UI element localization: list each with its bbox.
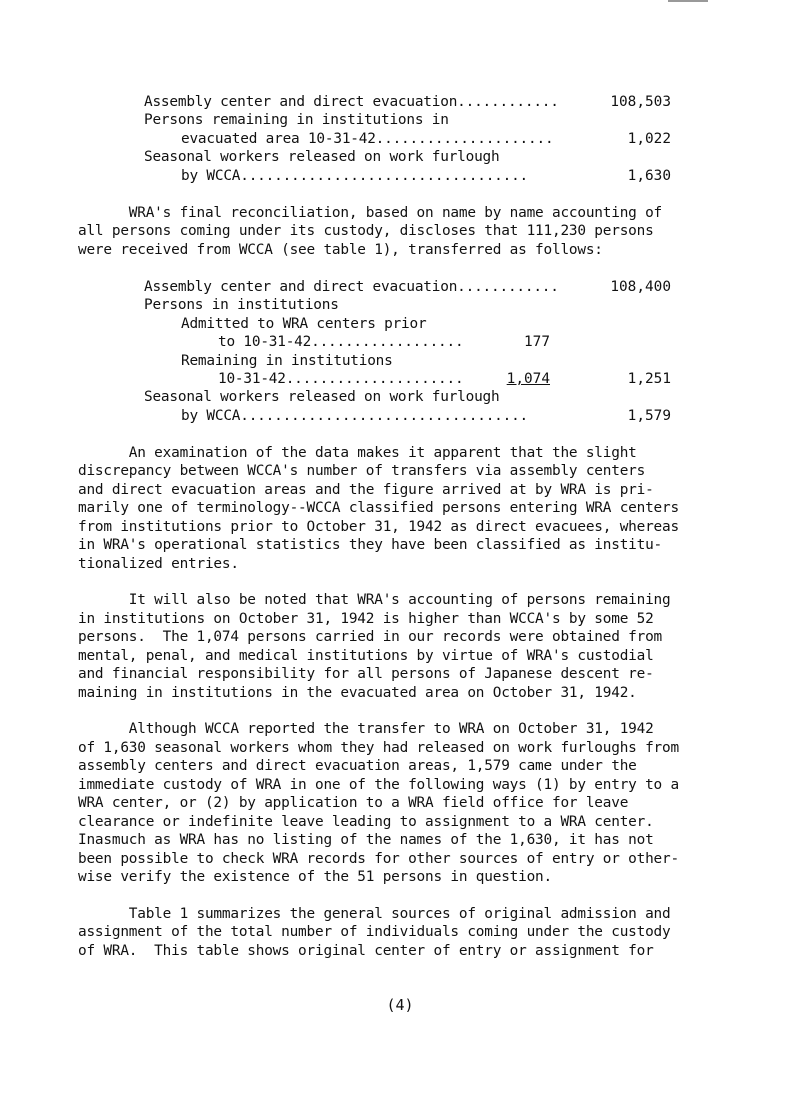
text-line: and financial responsibility for all persons of Japanese descent re- xyxy=(78,666,654,682)
text-line: assignment of the total number of individuals coming under the custody xyxy=(78,924,671,940)
table-b-row-value: 1,579 xyxy=(627,408,671,424)
table-b-row-label: Remaining in institutions xyxy=(181,353,393,369)
text-line: WRA center, or (2) by application to a WRA field office for leave xyxy=(78,795,629,811)
text-line: clearance or indefinite leave leading to assignment to a WRA center. xyxy=(78,814,654,830)
text-line: tionalized entries. xyxy=(78,556,239,572)
text-line: from institutions prior to October 31, 1942 as direct evacuees, whereas xyxy=(78,519,679,535)
text-line: Table 1 summarizes the general sources of original admission and xyxy=(78,906,671,922)
text-line: wise verify the existence of the 51 persons in question. xyxy=(78,869,552,885)
table-a-row-label: Seasonal workers released on work furlough xyxy=(144,149,500,165)
text-line: persons. The 1,074 persons carried in our records were obtained from xyxy=(78,629,663,645)
text-line: in WRA's operational statistics they have been classified as institu- xyxy=(78,537,663,553)
table-b-row-value: 108,400 xyxy=(610,279,671,295)
text-line: Although WCCA reported the transfer to WRA on October 31, 1942 xyxy=(78,721,654,737)
table-a-row-label: Assembly center and direct evacuation............ xyxy=(144,94,559,110)
table-a-row-value: 1,022 xyxy=(627,131,671,147)
text-line: in institutions on October 31, 1942 is higher than WCCA's by some 52 xyxy=(78,611,654,627)
table-b-row-label: Seasonal workers released on work furlough xyxy=(144,389,500,405)
table-a-row-label: Persons remaining in institutions in xyxy=(144,112,449,128)
text-line: of WRA. This table shows original center of entry or assignment for xyxy=(78,943,654,959)
text-line: been possible to check WRA records for other sources of entry or other- xyxy=(78,851,679,867)
table-b-row-label: Persons in institutions xyxy=(144,297,339,313)
text-line: and direct evacuation areas and the figure arrived at by WRA is pri- xyxy=(78,482,654,498)
table-a-row-value: 1,630 xyxy=(627,168,671,184)
table-b-subvalue: 1,074 xyxy=(506,371,550,387)
text-line: maining in institutions in the evacuated area on October 31, 1942. xyxy=(78,685,637,701)
table-b-row-label: by WCCA.................................. xyxy=(181,408,529,424)
table-b-row-label: to 10-31-42.................. xyxy=(218,334,464,350)
text-line: were received from WCCA (see table 1), transferred as follows: xyxy=(78,242,603,258)
table-b-subvalue: 177 xyxy=(524,334,550,350)
table-b-row-label: Assembly center and direct evacuation............ xyxy=(144,279,559,295)
text-line: marily one of terminology--WCCA classified persons entering WRA centers xyxy=(78,500,679,516)
table-a-row-label: by WCCA.................................. xyxy=(181,168,529,184)
table-a-row-label: evacuated area 10-31-42..................... xyxy=(181,131,554,147)
text-line: mental, penal, and medical institutions by virtue of WRA's custodial xyxy=(78,648,654,664)
top-edge-mark xyxy=(668,0,708,2)
text-line: It will also be noted that WRA's accounting of persons remaining xyxy=(78,592,671,608)
text-line: of 1,630 seasonal workers whom they had released on work furloughs from xyxy=(78,740,679,756)
text-line: immediate custody of WRA in one of the following ways (1) by entry to a xyxy=(78,777,679,793)
text-line: discrepancy between WCCA's number of transfers via assembly centers xyxy=(78,463,646,479)
text-line: WRA's final reconciliation, based on name by name accounting of xyxy=(78,205,663,221)
text-line: assembly centers and direct evacuation areas, 1,579 came under the xyxy=(78,758,637,774)
table-b-row-value: 1,251 xyxy=(627,371,671,387)
table-a-row-value: 108,503 xyxy=(610,94,671,110)
text-line: Inasmuch as WRA has no listing of the names of the 1,630, it has not xyxy=(78,832,654,848)
table-b-row-label: 10-31-42..................... xyxy=(218,371,464,387)
text-line: all persons coming under its custody, discloses that 111,230 persons xyxy=(78,223,654,239)
text-line: An examination of the data makes it apparent that the slight xyxy=(78,445,637,461)
page-number: (4) xyxy=(386,996,414,1014)
table-b-row-label: Admitted to WRA centers prior xyxy=(181,316,427,332)
